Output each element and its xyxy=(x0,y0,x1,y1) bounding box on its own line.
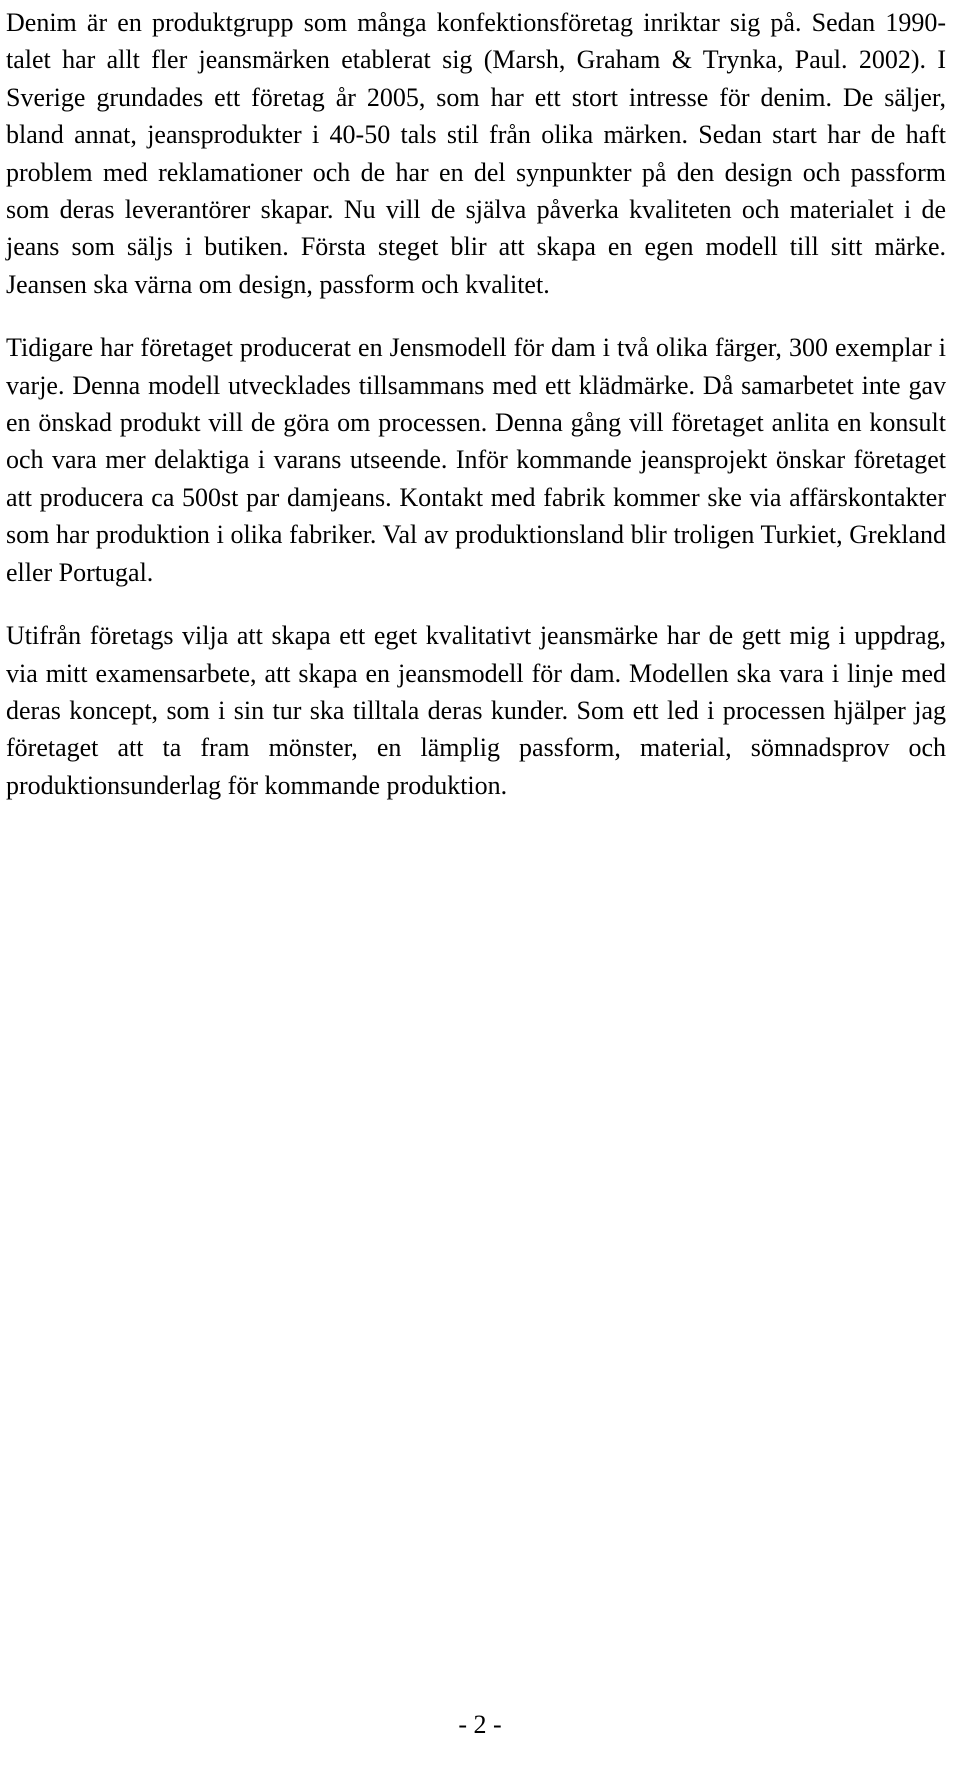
document-page xyxy=(6,4,946,804)
page-number: - 2 - xyxy=(458,1710,502,1739)
paragraph-intro: Denim är en produktgrupp som många konfektionsföretag inriktar sig på. Sedan 1990-talet har allt fler jeansmärken etablerat sig (Marsh, Graham & Trynka, Paul. 2002). I Sverige grundades ett företag år 2005, som har ett stort intresse för denim. De säljer, bland annat, jeansprodukter i 40-50 tals stil från olika märken. Sedan start har de haft problem med reklamationer och de har en del synpunkter på den design och passform som deras leverantörer skapar. Nu vill de själva påverka kvaliteten och materialet i de jeans som säljs i butiken. Första steget blir att skapa en egen modell till sitt märke. Jeansen ska värna om design, passform och kvalitet. xyxy=(6,8,946,299)
paragraph-assignment: Utifrån företags vilja att skapa ett eget kvalitativt jeansmärke har de gett mig i uppdrag, via mitt examensarbete, att skapa en jeansmodell för dam. Modellen ska vara i linje med deras koncept, som i sin tur ska tilltala deras kunder. Som ett led i processen hjälper jag företaget att ta fram mönster, en lämplig passform, material, sömnadsprov och produktionsunderlag för kommande produktion. xyxy=(6,621,946,800)
paragraph-previous-production: Tidigare har företaget producerat en Jensmodell för dam i två olika färger, 300 exemplar i varje. Denna modell utvecklades tillsammans med ett klädmärke. Då samarbetet inte gav en önskad produkt vill de göra om processen. Denna gång vill företaget anlita en konsult och vara mer delaktiga i varans utseende. Inför kommande jeansprojekt önskar företaget att producera ca 500st par damjeans. Kontakt med fabrik kommer ske via affärskontakter som har produktion i olika fabriker. Val av produktionsland blir troligen Turkiet, Grekland eller Portugal. xyxy=(6,333,946,587)
